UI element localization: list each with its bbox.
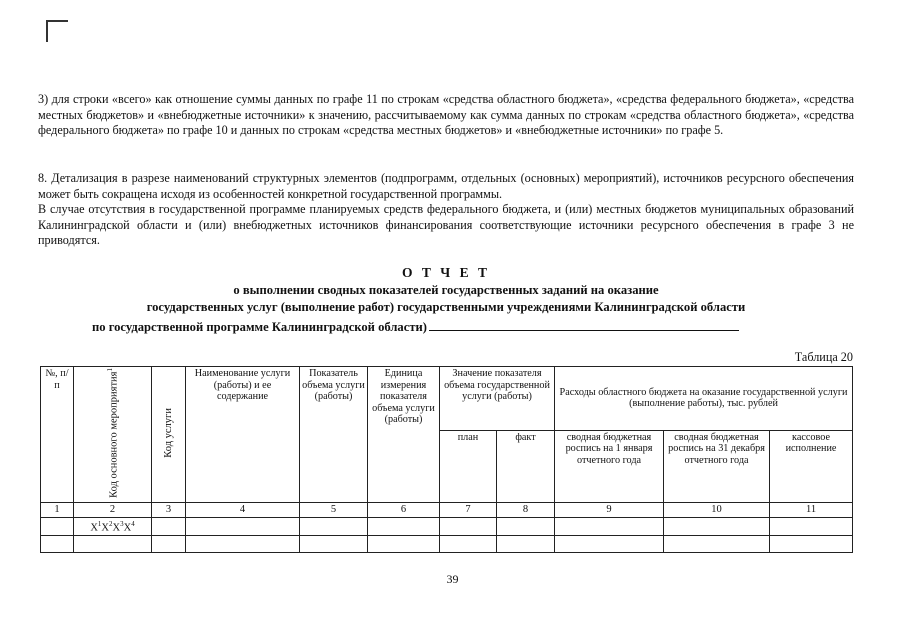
paragraph-item-8: 8. Детализация в разрезе наименований структурных элементов (подпрограмм, отдельных (основных) мероприятий), источников ресурсного обеспечения может быть сокращена исходя из особенностей конкретной государственной программы. [38, 171, 854, 201]
paragraph-absence-note: В случае отсутствия в государственной программе планируемых средств федерального бюджета, и (или) местных бюджетов муниципальных образований Калининградской области и (или) внебюджетных источников финансирования соответствующие источники ресурсного обеспечения в графе 3 не приводятся. [38, 202, 854, 247]
column-number: 10 [664, 503, 770, 518]
header-expenses-group: Расходы областного бюджета на оказание государственной услуги (выполнение работы), тыс. рублей [555, 367, 853, 431]
paragraph-rule-3: 3) для строки «всего» как отношение суммы данных по графе 11 по строкам «средства областного бюджета», «средства федерального бюджета», «средства местных бюджетов» и «внебюджетные источники» к значению, рассчитываемому как сумма данных по строкам «средства областного бюджета», «средства федерального бюджета» по графе 10 и данных по строкам «средства местных бюджетов» и «внебюджетные источники» по графе 5. [38, 92, 854, 137]
report-title-line-1: о выполнении сводных показателей государственных заданий на оказание [233, 283, 659, 297]
header-num: №, п/п [41, 367, 74, 503]
scan-corner-mark [46, 20, 68, 42]
report-table [40, 366, 853, 553]
header-cash: кассовое исполнение [770, 430, 853, 502]
header-service-code-cell [152, 367, 186, 503]
table-label: Таблица 20 [794, 350, 853, 364]
column-number: 11 [770, 503, 853, 518]
table-row [41, 517, 853, 535]
sample-event-code: $X^1X^2X^3X^4$ [74, 517, 152, 535]
header-budget-dec: сводная бюджетная роспись на 31 декабря отчетного года [664, 430, 770, 502]
header-fact: факт [497, 430, 555, 502]
column-number: 1 [41, 503, 74, 518]
header-unit: Единица измерения показателя объема услуги (работы) [368, 367, 440, 503]
column-number: 2 [74, 503, 152, 518]
column-number: 5 [300, 503, 368, 518]
column-number: 8 [497, 503, 555, 518]
header-service-code: Код услуги [162, 408, 174, 458]
header-value-group: Значение показателя объема государственной услуги (работы) [440, 367, 555, 431]
report-title-line-3-text: по государственной программе Калининградской области) [92, 320, 427, 334]
header-service-name: Наименование услуги (работы) и ее содержание [186, 367, 300, 503]
table-row [41, 535, 853, 552]
column-number: 3 [152, 503, 186, 518]
page-number: 39 [446, 572, 459, 586]
header-event-code: Код основного мероприятия$^1$ [106, 368, 120, 498]
header-plan: план [440, 430, 497, 502]
column-number: 9 [555, 503, 664, 518]
report-heading: О Т Ч Е Т [402, 265, 490, 280]
column-number: 4 [186, 503, 300, 518]
header-event-code-cell [74, 367, 152, 503]
report-title-line-3 [92, 318, 739, 335]
table-header-row-1 [41, 367, 853, 431]
fill-in-blank-line [429, 318, 739, 331]
header-budget-jan: сводная бюджетная роспись на 1 января отчетного года [555, 430, 664, 502]
column-number: 7 [440, 503, 497, 518]
report-title-line-2: государственных услуг (выполнение работ) государственными учреждениями Калининградской области [146, 300, 746, 314]
column-number: 6 [368, 503, 440, 518]
header-volume-indicator: Показатель объема услуги (работы) [300, 367, 368, 503]
column-number-row [41, 503, 853, 518]
